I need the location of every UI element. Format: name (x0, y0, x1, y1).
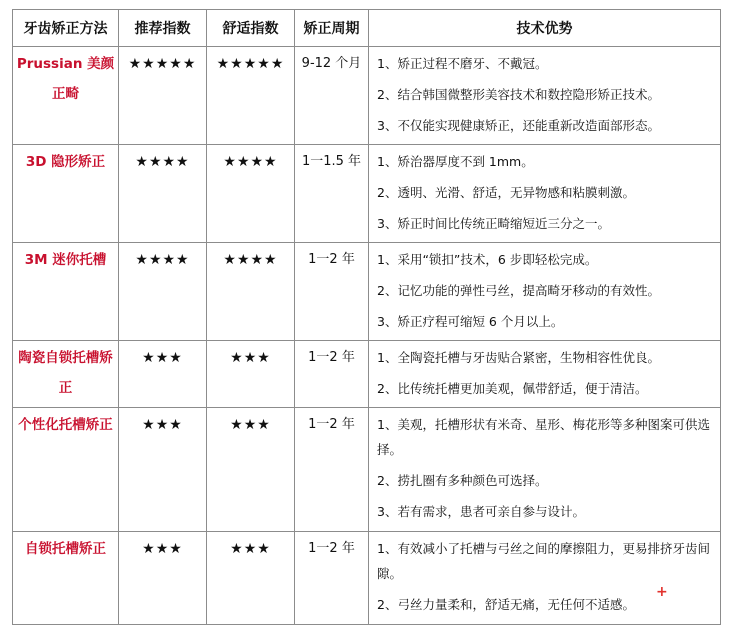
comfort-stars: ★★★★ (207, 145, 295, 243)
recommend-stars: ★★★ (119, 532, 207, 625)
method-cell: Prussian 美颜正畸 (13, 47, 119, 145)
advantages-cell (369, 341, 721, 408)
comfort-stars: ★★★★★ (207, 47, 295, 145)
advantage-item: 1、矫治器厚度不到 1mm。 (377, 154, 534, 169)
advantages-cell (369, 47, 721, 145)
table-row (13, 341, 721, 408)
advantage-item: 2、比传统托槽更加美观，佩带舒适，便于清洁。 (377, 381, 648, 396)
comfort-stars: ★★★ (207, 532, 295, 625)
header-method: 牙齿矫正方法 (13, 10, 119, 47)
method-cell: 3M 迷你托槽 (13, 243, 119, 341)
comfort-stars: ★★★★ (207, 243, 295, 341)
period-cell: 1一2 年 (295, 341, 369, 408)
advantage-item: 1、采用“锁扣”技术，6 步即轻松完成。 (377, 252, 598, 267)
method-cell: 陶瓷自锁托槽矫正 (13, 341, 119, 408)
orthodontic-comparison-table (12, 9, 721, 625)
advantage-item: 3、矫正时间比传统正畸缩短近三分之一。 (377, 216, 610, 231)
advantage-item: 1、有效减小了托槽与弓丝之间的摩擦阻力，更易排挤牙齿间隙。 (377, 541, 710, 581)
period-cell: 1一1.5 年 (295, 145, 369, 243)
header-comfort: 舒适指数 (207, 10, 295, 47)
advantage-item: 1、矫正过程不磨牙、不戴冠。 (377, 56, 548, 71)
recommend-stars: ★★★★ (119, 145, 207, 243)
advantage-item: 2、透明、光滑、舒适，无异物感和粘膜刺激。 (377, 185, 635, 200)
advantage-item: 3、不仅能实现健康矫正，还能重新改造面部形态。 (377, 118, 660, 133)
method-cell: 自锁托槽矫正 (13, 532, 119, 625)
method-cell: 3D 隐形矫正 (13, 145, 119, 243)
recommend-stars: ★★★★★ (119, 47, 207, 145)
table-row (13, 145, 721, 243)
table-row (13, 243, 721, 341)
advantage-item: 2、记忆功能的弹性弓丝，提高畸牙移动的有效性。 (377, 283, 660, 298)
comfort-stars: ★★★ (207, 408, 295, 532)
method-cell: 个性化托槽矫正 (13, 408, 119, 532)
advantages-cell (369, 532, 721, 625)
advantages-cell (369, 145, 721, 243)
period-cell: 9-12 个月 (295, 47, 369, 145)
advantage-item: 3、矫正疗程可缩短 6 个月以上。 (377, 314, 564, 329)
recommend-stars: ★★★★ (119, 243, 207, 341)
period-cell: 1一2 年 (295, 408, 369, 532)
header-advantages: 技术优势 (369, 10, 721, 47)
advantage-item: 2、捞扎圈有多种颜色可选择。 (377, 473, 548, 488)
advantage-item: 1、美观，托槽形状有米奇、星形、梅花形等多种图案可供选择。 (377, 417, 710, 457)
table-header-row (13, 10, 721, 47)
table-row (13, 408, 721, 532)
table-row (13, 532, 721, 625)
advantages-cell (369, 243, 721, 341)
header-period: 矫正周期 (295, 10, 369, 47)
recommend-stars: ★★★ (119, 408, 207, 532)
period-cell: 1一2 年 (295, 243, 369, 341)
period-cell: 1一2 年 (295, 532, 369, 625)
watermark-plus-icon: + (656, 584, 668, 600)
advantage-item: 2、结合韩国微整形美容技术和数控隐形矫正技术。 (377, 87, 660, 102)
advantage-item: 1、全陶瓷托槽与牙齿贴合紧密，生物相容性优良。 (377, 350, 660, 365)
header-recommend: 推荐指数 (119, 10, 207, 47)
advantage-item: 2、弓丝力量柔和，舒适无痛，无任何不适感。 (377, 597, 635, 612)
comfort-stars: ★★★ (207, 341, 295, 408)
recommend-stars: ★★★ (119, 341, 207, 408)
advantage-item: 3、若有需求，患者可亲自参与设计。 (377, 504, 585, 519)
table-row (13, 47, 721, 145)
advantages-cell (369, 408, 721, 532)
